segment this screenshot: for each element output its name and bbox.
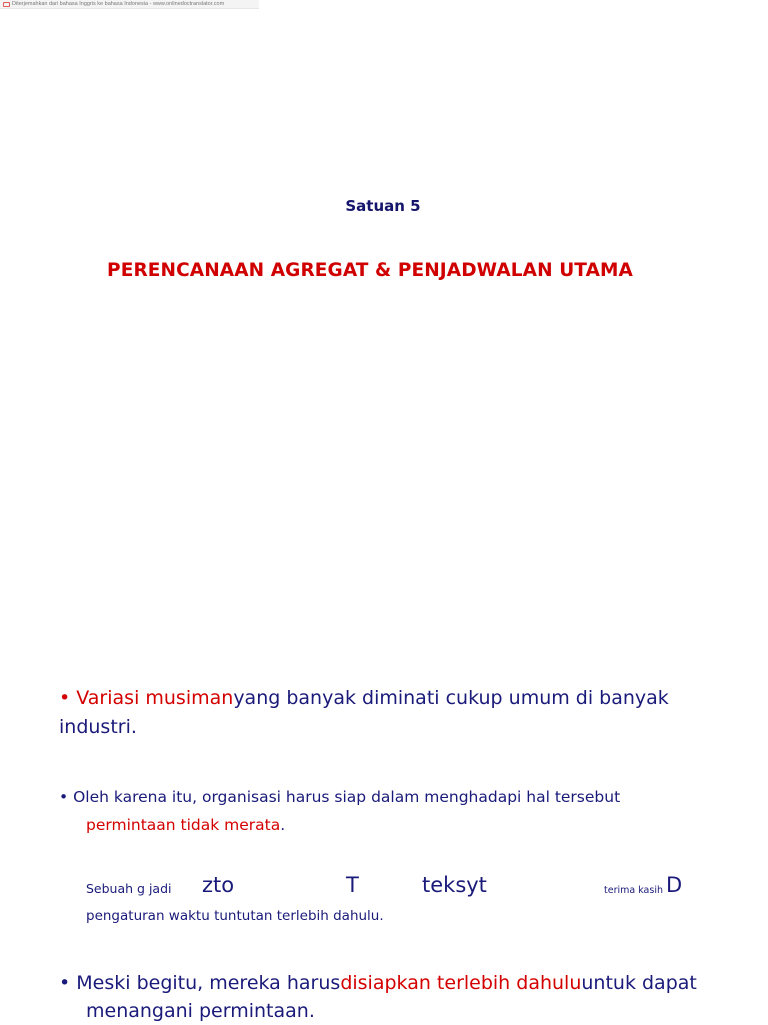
bullet-marker: • <box>59 788 69 806</box>
prepare-rest: untuk dapat <box>581 972 697 994</box>
demand-timing-line: pengaturan waktu tuntutan terlebih dahulu. <box>86 908 384 924</box>
uneven-demand-text: Oleh karena itu, organisasi harus siap dalam menghadapi hal tersebut <box>73 788 621 806</box>
bullet-prepare-in-advance <box>59 969 749 1025</box>
uneven-demand-highlight: permintaan tidak merata <box>86 816 281 834</box>
banner-text: Diterjemahkan dari bahasa Inggris ke bahasa Indonesia - www.onlinedoctranslator.com <box>12 1 225 7</box>
garbled-fragment-1: Sebuah g jadi <box>86 881 172 896</box>
prepare-line2: menangani permintaan. <box>86 1000 315 1022</box>
garbled-fragment-3: T <box>346 873 359 897</box>
translator-logo-icon <box>3 2 10 7</box>
bullet-uneven-demand <box>59 783 739 839</box>
garbled-fragment-5: terima kasih <box>604 885 663 896</box>
garbled-fragment-2: zto <box>202 873 235 897</box>
unit-label: Satuan 5 <box>345 197 421 215</box>
garbled-fragment-6: D <box>666 873 683 897</box>
seasonal-variation-highlight: Variasi musiman <box>76 687 234 709</box>
seasonal-variation-line2: industri. <box>59 716 137 738</box>
bullet-seasonal-variation <box>59 684 739 742</box>
page-title: PERENCANAAN AGREGAT & PENJADWALAN UTAMA <box>107 260 633 281</box>
garbled-fragment-4: teksyt <box>422 873 487 897</box>
prepare-highlight: disiapkan terlebih dahulu <box>340 972 582 994</box>
prepare-text: Meski begitu, mereka harus <box>76 972 341 994</box>
bullet-marker: • <box>59 687 71 709</box>
uneven-demand-tail: . <box>280 816 286 834</box>
seasonal-variation-text: yang banyak diminati cukup umum di banyak <box>233 687 669 709</box>
translation-banner <box>0 0 259 9</box>
bullet-marker: • <box>59 972 71 994</box>
